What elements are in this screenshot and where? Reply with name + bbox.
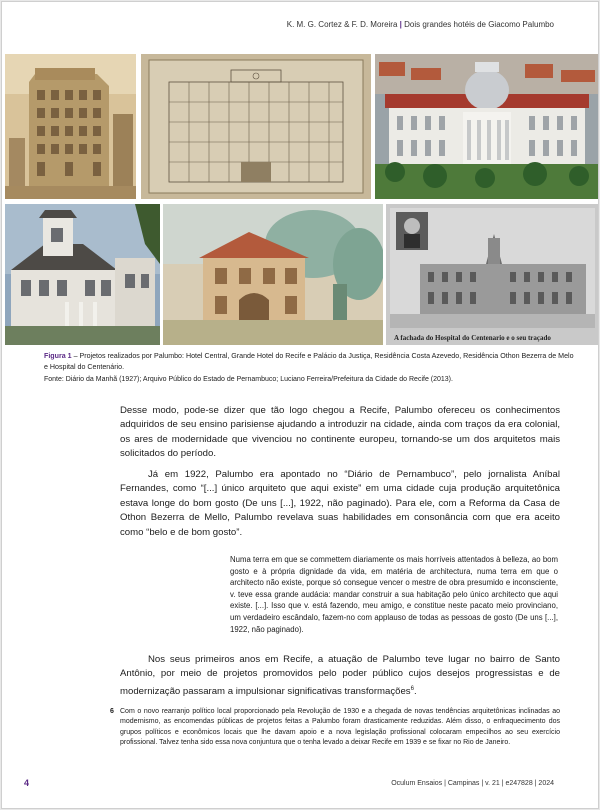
photo-residencia-costa-azevedo [5,204,160,345]
body-paragraph-3-end: . [413,686,417,697]
block-quote: Numa terra em que se commettem diariamente os mais horríveis attentados à belleza, ao bom gosto e à própria dignidade da vida, em matéria de architectura, numa terra em que o architecto não existe, porque só consegue vencer o mestre de obra presumido e inconsciente, v. teve essa grande audácia: mandar construir a sua habitação pelo único architecto que aqui existe. [...]. Isso que v. está fazendo, meu amigo, e constitue neste pacato meio provinciano, um verdadeiro escândalo, fazem-no com applauso de todas as pessoas de gosto (De uns [...], 1922, não paginado). [230,555,558,634]
running-head-title: Dois grandes hotéis de Giacomo Palumbo [404,20,554,29]
photo-hotel-central [5,54,136,199]
figure-source: Fonte: Diário da Manhã (1927); Arquivo Público do Estado de Pernambuco; Luciano Ferreira/Prefeitura da Cidade do Recife (2013). [44,376,453,383]
photo-residencia-othon-bezerra [163,204,383,345]
body-paragraph-1: Desse modo, pode-se dizer que tão logo chegou a Recife, Palumbo ofereceu os conhecimentos adquiridos de seu ensino parisiense ajudando a introduzir na cidade, ainda com traços da era colonial, os ares de modernidade que vivenciou no continente europeu, tornando-se um dos arquitetos mais solicitados do período. [120,405,560,460]
figure-caption-text: – Projetos realizados por Palumbo: Hotel Central, Grande Hotel do Recife e Palácio da Justiça, Residência Costa Azevedo, Residência Othon Bezerra de Melo e Hospital do Centenário. [44,352,574,371]
running-head-separator: | [399,20,402,29]
photo-hospital-centenario [386,204,599,345]
body-paragraph-3 [120,653,560,699]
journal-footer: Oculum Ensaios | Campinas | v. 21 | e247828 | 2024 [391,780,554,787]
body-paragraph-2: Já em 1922, Palumbo era apontado no “Diário de Pernambuco”, pelo jornalista Aníbal Fernandes, como “[...] único arquiteto que aqui existe” em uma cidade cuja produção arquitetônica estava longe do bom gosto (De uns [...], 1922, não paginado). Para ele, com a Reforma da Casa de Othon Bezerra de Mello, Palumbo revelava suas habilidades em consonância com que era aceito como “belo e de bom gosto”. [120,469,560,538]
figure-caption [44,351,574,373]
footnote-text: Com o novo rearranjo político local proporcionado pela Revolução de 1930 e a chegada de novas tendências arquitetônicas inclinadas ao modernismo, as encomendas públicas de projetos feitas a Palumbo foram drasticamente reduzidas. Além disso, o enfraquecimento dos grupos políticos e econômicos locais que lhe davam apoio e a nova legislação profissional colocaram empecilhos ao seu exercício profissional. Talvez tenha sido essa nova conjuntura que o tenha levado a deixar Recife em 1939 e se fixar no Rio de Janeiro. [120,708,560,747]
page-number: 4 [24,778,30,788]
footnote [110,707,560,749]
photo-grande-hotel-drawing [141,54,371,199]
footnote-reference: 6 [410,685,414,692]
page [1,1,599,809]
photo-palacio-justica [375,54,599,199]
running-head-authors: K. M. G. Cortez & F. D. Moreira [286,20,398,29]
footnote-number: 6 [110,708,114,715]
running-head [287,20,554,29]
photo6-caption: A fachada do Hospital do Centenario e o seu traçado [394,334,551,342]
body-paragraph-3-text: Nos seus primeiros anos em Recife, a atuação de Palumbo teve lugar no bairro de Santo Antônio, por meio de projetos promovidos pelo poder público cujos desejos progressistas e de modernização passaram a impulsionar significativas transformações [120,654,560,697]
figure-label: Figura 1 [44,352,72,360]
